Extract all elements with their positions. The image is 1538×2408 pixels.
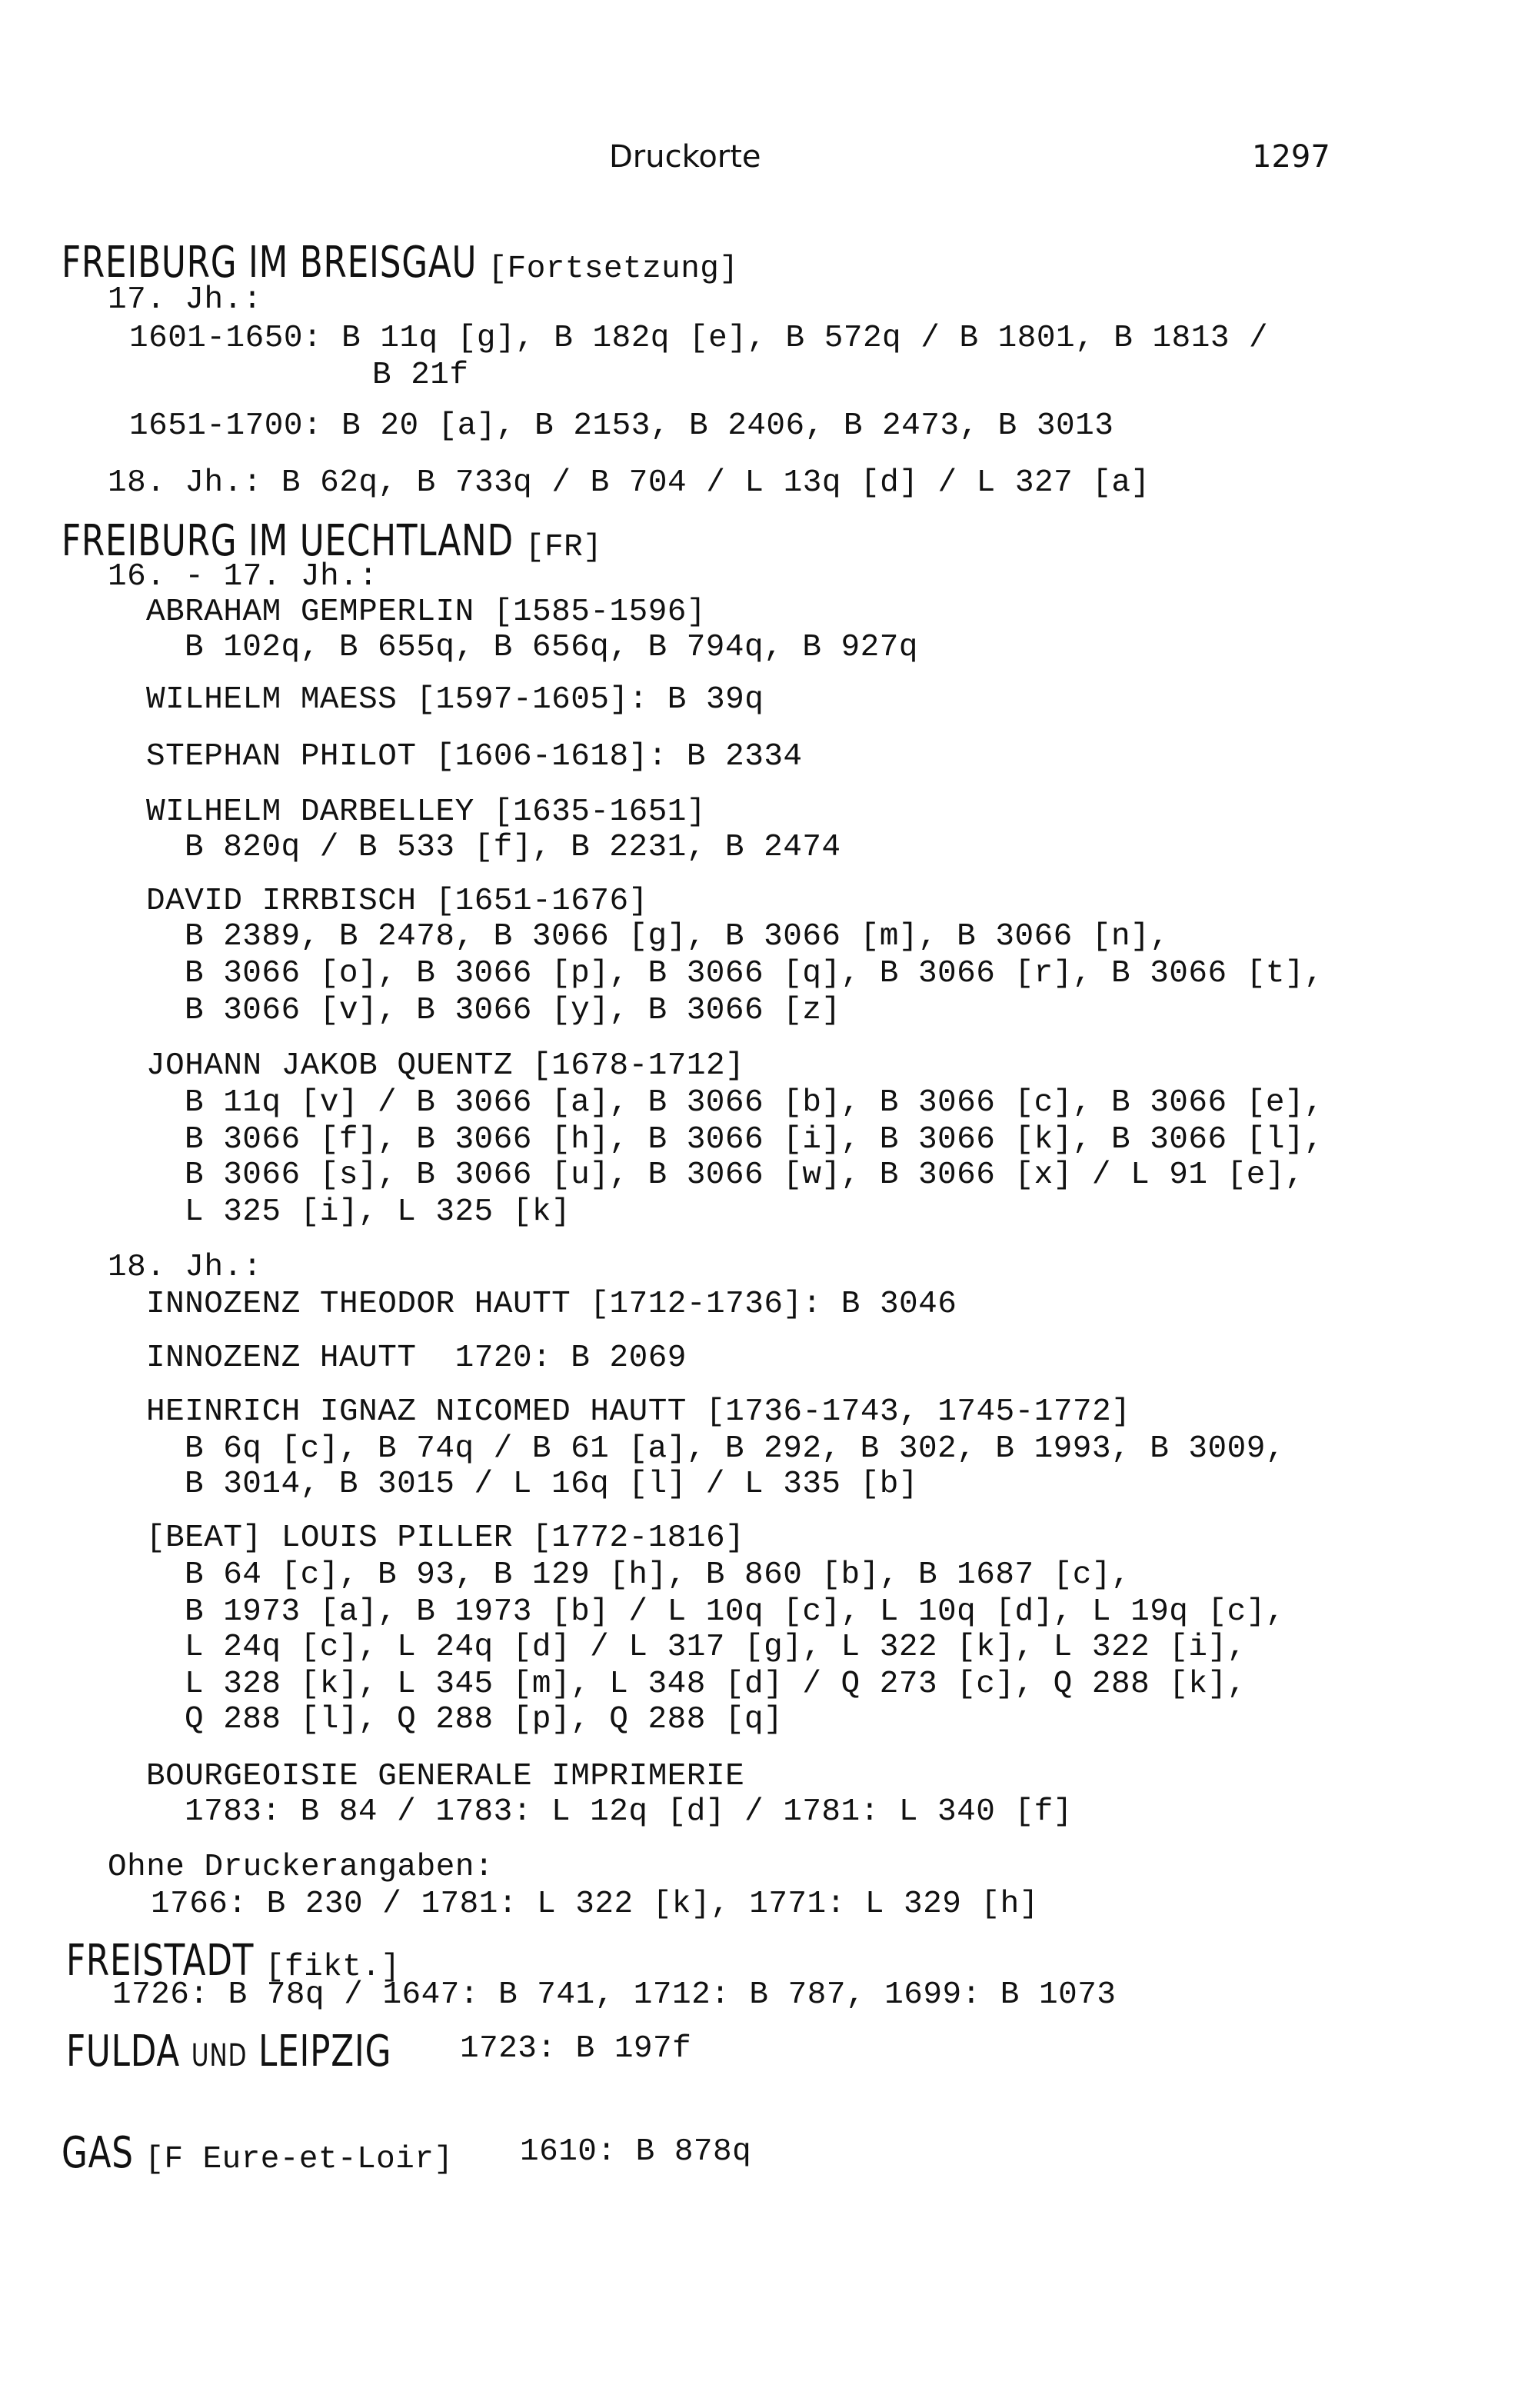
unattributed-label: Ohne Druckerangaben: bbox=[108, 1850, 494, 1885]
century-label: 17. Jh.: bbox=[108, 282, 262, 318]
century-label: 16. - 17. Jh.: bbox=[108, 559, 378, 595]
place-name-part: FULDA bbox=[66, 2027, 191, 2077]
place-name-part: LEIPZIG bbox=[247, 2027, 392, 2077]
reference-line: B 3066 [v], B 3066 [y], B 3066 [z] bbox=[185, 993, 841, 1028]
reference-line: B 102q, B 655q, B 656q, B 794q, B 927q bbox=[185, 630, 918, 665]
printer-name: WILHELM DARBELLEY [1635-1651] bbox=[146, 794, 707, 830]
printer-line: WILHELM MAESS [1597-1605]: B 39q bbox=[146, 682, 764, 718]
entry-heading-gas bbox=[62, 2128, 454, 2178]
entry-heading-fulda-leipzig bbox=[66, 2027, 391, 2077]
reference-line: B 21f bbox=[372, 358, 469, 393]
reference-line: 1723: B 197f bbox=[460, 2031, 692, 2067]
reference-line: 1610: B 878q bbox=[520, 2134, 752, 2170]
entry-heading-freiburg-breisgau bbox=[62, 238, 739, 288]
reference-line: B 3066 [o], B 3066 [p], B 3066 [q], B 3066 [r], B 3066 [t], bbox=[185, 956, 1324, 991]
reference-line: B 6q [c], B 74q / B 61 [a], B 292, B 302, B 1993, B 3009, bbox=[185, 1431, 1285, 1467]
place-name: GAS bbox=[62, 2128, 134, 2178]
place-name: FREISTADT bbox=[66, 1936, 255, 1986]
place-name-conjunction: UND bbox=[191, 2038, 248, 2073]
reference-line: L 325 [i], L 325 [k] bbox=[185, 1194, 571, 1230]
century-label: 18. Jh.: bbox=[108, 1250, 262, 1285]
reference-line: Q 288 [l], Q 288 [p], Q 288 [q] bbox=[185, 1702, 784, 1737]
reference-line: B 3014, B 3015 / L 16q [l] / L 335 [b] bbox=[185, 1467, 918, 1502]
printer-line: INNOZENZ HAUTT 1720: B 2069 bbox=[146, 1341, 687, 1376]
reference-line: B 3066 [f], B 3066 [h], B 3066 [i], B 3066 [k], B 3066 [l], bbox=[185, 1122, 1324, 1157]
reference-line: B 11q [v] / B 3066 [a], B 3066 [b], B 3066 [c], B 3066 [e], bbox=[185, 1085, 1324, 1121]
reference-line: 1726: B 78q / 1647: B 741, 1712: B 787, 1699: B 1073 bbox=[112, 1977, 1117, 2013]
printer-name: DAVID IRRBISCH [1651-1676] bbox=[146, 884, 648, 919]
reference-line: B 2389, B 2478, B 3066 [g], B 3066 [m], B 3066 [n], bbox=[185, 919, 1170, 954]
printer-line: INNOZENZ THEODOR HAUTT [1712-1736]: B 3046 bbox=[146, 1287, 957, 1322]
printer-name: [BEAT] LOUIS PILLER [1772-1816] bbox=[146, 1520, 745, 1556]
reference-line: 1766: B 230 / 1781: L 322 [k], 1771: L 329 [h] bbox=[151, 1887, 1039, 1922]
reference-line: B 3066 [s], B 3066 [u], B 3066 [w], B 3066 [x] / L 91 [e], bbox=[185, 1157, 1305, 1193]
place-name: FREIBURG IM BREISGAU bbox=[62, 238, 478, 288]
reference-line: 1601-1650: B 11q [g], B 182q [e], B 572q / B 1801, B 1813 / bbox=[129, 321, 1269, 356]
reference-line: B 820q / B 533 [f], B 2231, B 2474 bbox=[185, 830, 841, 865]
reference-line: B 1973 [a], B 1973 [b] / L 10q [c], L 10q [d], L 19q [c], bbox=[185, 1594, 1285, 1630]
reference-line: 1651-1700: B 20 [a], B 2153, B 2406, B 2473, B 3013 bbox=[129, 408, 1114, 444]
reference-line: 1783: B 84 / 1783: L 12q [d] / 1781: L 340 [f] bbox=[185, 1794, 1073, 1830]
reference-line: L 24q [c], L 24q [d] / L 317 [g], L 322 [k], L 322 [i], bbox=[185, 1630, 1247, 1665]
place-note: [FR] bbox=[524, 530, 602, 565]
printer-name: ABRAHAM GEMPERLIN [1585-1596] bbox=[146, 595, 707, 630]
printer-name: BOURGEOISIE GENERALE IMPRIMERIE bbox=[146, 1759, 745, 1794]
reference-line: L 328 [k], L 345 [m], L 348 [d] / Q 273 [c], Q 288 [k], bbox=[185, 1667, 1247, 1702]
printer-name: HEINRICH IGNAZ NICOMED HAUTT [1736-1743, 1745-1772] bbox=[146, 1394, 1131, 1430]
running-title: Druckorte bbox=[609, 139, 761, 175]
place-note: [Fortsetzung] bbox=[488, 251, 739, 287]
reference-line: B 64 [c], B 93, B 129 [h], B 860 [b], B 1687 [c], bbox=[185, 1557, 1131, 1593]
place-note: [F Eure-et-Loir] bbox=[145, 2142, 454, 2177]
century-line: 18. Jh.: B 62q, B 733q / B 704 / L 13q [d] / L 327 [a] bbox=[108, 465, 1150, 501]
printer-line: STEPHAN PHILOT [1606-1618]: B 2334 bbox=[146, 739, 803, 774]
place-note: [fikt.] bbox=[265, 1950, 401, 1985]
place-name: FREIBURG IM UECHTLAND bbox=[62, 516, 514, 566]
page-number: 1297 bbox=[1252, 139, 1330, 175]
printer-name: JOHANN JAKOB QUENTZ [1678-1712] bbox=[146, 1048, 745, 1084]
